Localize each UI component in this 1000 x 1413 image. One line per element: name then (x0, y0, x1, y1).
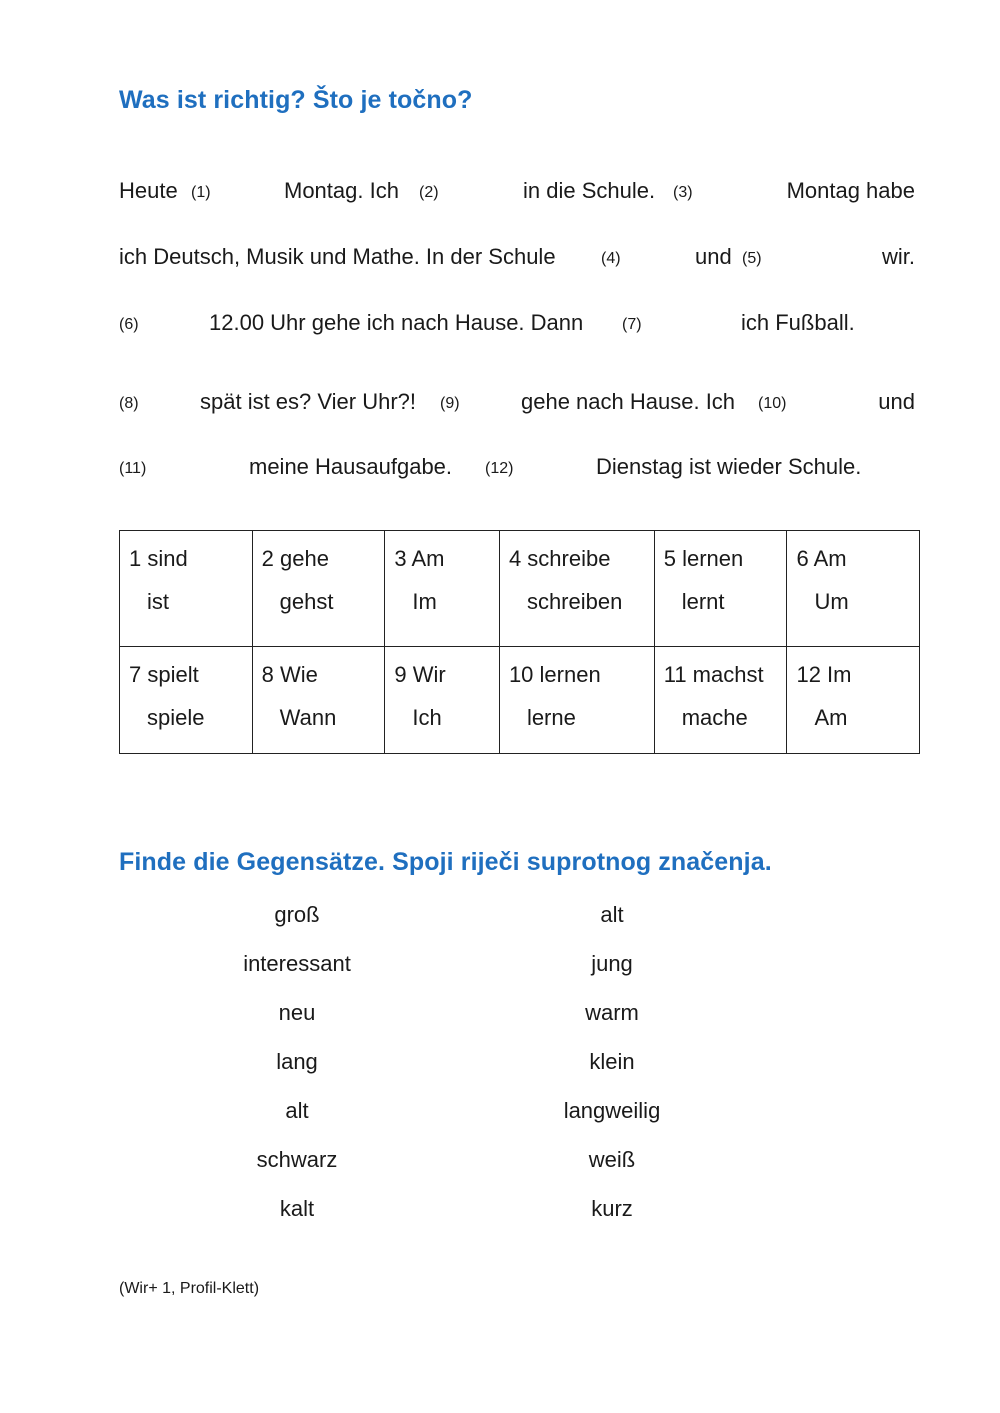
option-first: 12 Im (796, 662, 852, 687)
option-first: 11 machst (663, 662, 764, 687)
option-second: Wann (279, 705, 337, 730)
text-segment: wir. (882, 244, 915, 269)
option-second: Am (814, 705, 848, 730)
option-cell (252, 647, 385, 754)
text-segment: gehe nach Hause. Ich (521, 389, 736, 414)
word-right[interactable]: jung (591, 951, 633, 976)
text-segment: Dienstag ist wieder Schule. (596, 454, 862, 479)
option-first: 9 Wir (394, 662, 446, 687)
option-second: Um (814, 589, 849, 614)
exercise1-heading: Was ist richtig? Što je točno? (119, 86, 473, 114)
option-first: 8 Wie (261, 662, 318, 687)
gap-number: (12) (485, 460, 514, 477)
text-segment: ich Fußball. (741, 310, 855, 335)
option-cell (385, 531, 500, 647)
option-first: 3 Am (394, 546, 445, 571)
text-segment: Heute (119, 178, 178, 203)
gap-number: (4) (601, 250, 621, 267)
option-first: 2 gehe (261, 546, 329, 571)
text-segment: und (878, 389, 915, 414)
word-right[interactable]: alt (600, 902, 624, 927)
option-first: 5 lernen (663, 546, 744, 571)
gap-number: (2) (419, 184, 439, 201)
option-second: schreiben (526, 589, 623, 614)
word-left[interactable]: lang (276, 1049, 318, 1074)
cloze-line-3 (0, 308, 1000, 348)
option-cell (252, 531, 385, 647)
text-segment: meine Hausaufgabe. (249, 454, 453, 479)
word-right[interactable]: warm (585, 1000, 639, 1025)
gap-number: (3) (673, 184, 693, 201)
option-second: gehst (279, 589, 334, 614)
gap-number: (9) (440, 395, 460, 412)
table-row (120, 647, 920, 754)
option-cell (120, 647, 253, 754)
text-segment: Montag. Ich (284, 178, 399, 203)
exercise2-heading: Finde die Gegensätze. Spoji riječi suprotnog značenja. (119, 848, 772, 876)
word-left[interactable]: interessant (243, 951, 351, 976)
option-cell (654, 647, 787, 754)
option-cell (787, 531, 920, 647)
word-right[interactable]: weiß (588, 1147, 636, 1172)
word-left[interactable]: neu (278, 1000, 316, 1025)
text-segment: Montag habe (786, 178, 915, 203)
gap-number: (7) (622, 316, 642, 333)
text-segment: ich Deutsch, Musik und Mathe. In der Schule (119, 244, 556, 269)
cloze-line-1 (0, 176, 1000, 216)
word-left[interactable]: schwarz (256, 1147, 338, 1172)
word-left[interactable]: kalt (279, 1196, 315, 1221)
text-segment: in die Schule. (523, 178, 656, 203)
gap-number: (8) (119, 395, 139, 412)
table-row (120, 531, 920, 647)
option-cell (499, 531, 654, 647)
option-second: spiele (147, 705, 205, 730)
option-second: lerne (526, 705, 576, 730)
option-cell (385, 647, 500, 754)
gap-number: (6) (119, 316, 139, 333)
word-right[interactable]: kurz (591, 1196, 633, 1221)
cloze-line-2 (0, 242, 1000, 282)
option-cell (120, 531, 253, 647)
option-second: lernt (681, 589, 725, 614)
option-cell (654, 531, 787, 647)
option-second: ist (147, 589, 169, 614)
option-cell (787, 647, 920, 754)
opposites-right-column (462, 890, 762, 1233)
text-segment: und (695, 244, 732, 269)
text-segment: spät ist es? Vier Uhr?! (200, 389, 417, 414)
option-second: Ich (412, 705, 442, 730)
word-left[interactable]: alt (285, 1098, 309, 1123)
option-first: 10 lernen (508, 662, 601, 687)
opposites-left-column (147, 890, 447, 1233)
cloze-line-5 (0, 452, 1000, 492)
option-first: 4 schreibe (508, 546, 611, 571)
word-right[interactable]: langweilig (563, 1098, 661, 1123)
option-first: 7 spielt (129, 662, 199, 687)
source-citation: (Wir+ 1, Profil-Klett) (119, 1280, 260, 1297)
gap-number: (1) (191, 184, 211, 201)
word-right[interactable]: klein (589, 1049, 635, 1074)
gap-number: (10) (758, 395, 787, 412)
gap-number: (5) (742, 250, 762, 267)
word-left[interactable]: groß (274, 902, 320, 927)
option-first: 6 Am (796, 546, 847, 571)
cloze-line-4 (0, 387, 1000, 427)
option-first: 1 sind (129, 546, 188, 571)
option-second: mache (681, 705, 748, 730)
options-table (119, 530, 920, 754)
text-segment: 12.00 Uhr gehe ich nach Hause. Dann (209, 310, 584, 335)
option-cell (499, 647, 654, 754)
option-second: Im (412, 589, 437, 614)
gap-number: (11) (119, 460, 147, 477)
